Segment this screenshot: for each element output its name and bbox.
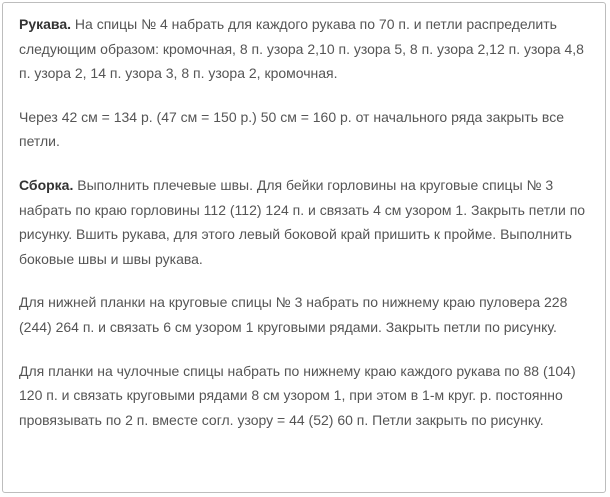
- text-close-loops: Через 42 см = 134 р. (47 см = 150 р.) 50 см = 160 р. от начального ряда закрыть все петли.: [19, 108, 565, 150]
- paragraph-bottom-band: [19, 290, 591, 339]
- heading-sleeves: Рукава.: [19, 16, 72, 32]
- instructions-box: [2, 2, 606, 493]
- text-sleeve-band: Для планки на чулочные спицы набрать по нижнему краю каждого рукава по 88 (104) 120 п. и связать круговыми рядами 8 см узором 1, при этом в 1-м круг. р. постоянно провязывать по 2 п. вместе согл. узору = 44 (52) 60 п. Петли закрыть по рисунку.: [19, 362, 576, 428]
- text-assembly: Выполнить плечевые швы. Для бейки горловины на круговые спицы № 3 набрать по краю горловины 112 (112) 124 п. и связать 4 см узором 1. Закрыть петли по рисунку. Вшить рукава, для этого левый боковой край пришить к пройме. Выполнить боковые швы и швы рукава.: [19, 176, 586, 267]
- paragraph-sleeve-band: [19, 359, 591, 433]
- heading-assembly: Сборка.: [19, 176, 74, 193]
- text-bottom-band: Для нижней планки на круговые спицы № 3 набрать по нижнему краю пуловера 228 (244) 264 п. и связать 6 см узором 1 круговыми рядами. Закрыть петли по рисунку.: [19, 294, 568, 335]
- text-sleeves: На спицы № 4 набрать для каждого рукава по 70 п. и петли распределить следующим образом: кромочная, 8 п. узора 2,10 п. узора 5, 8 п. узора 2,12 п. узора 4,8 п. узора 2, 14 п. узора 3, 8 п. узора 2, кромочная.: [19, 16, 584, 82]
- paragraph-close-loops: [19, 105, 591, 154]
- paragraph-sleeves: [19, 12, 591, 86]
- paragraph-assembly: [19, 173, 591, 271]
